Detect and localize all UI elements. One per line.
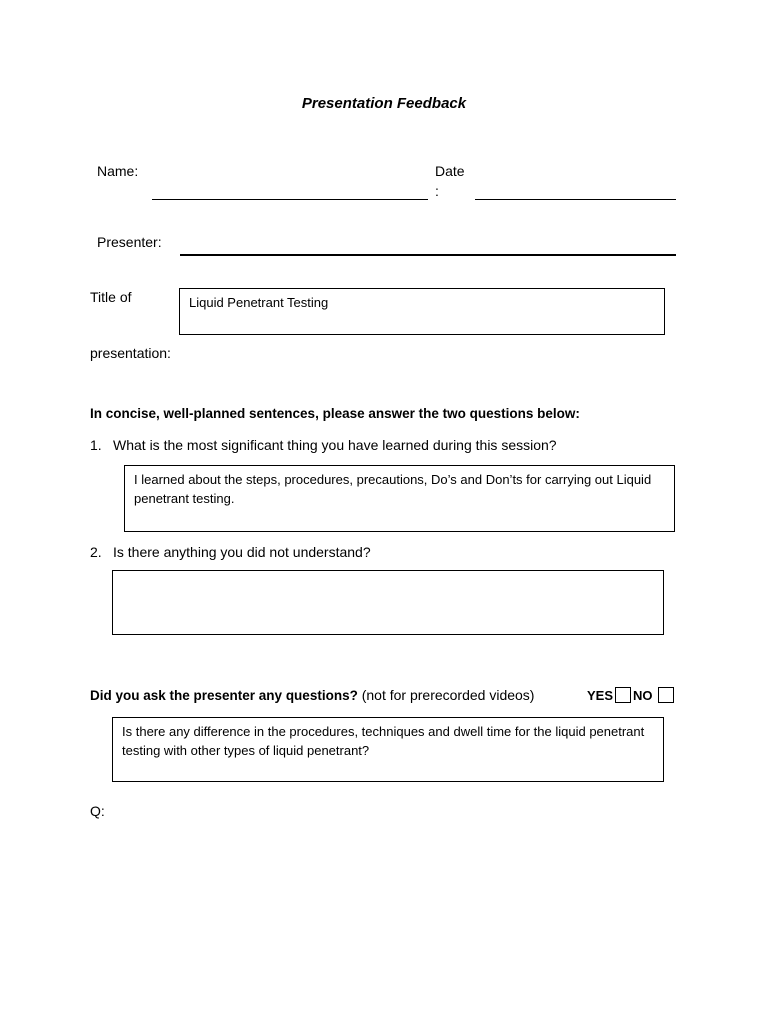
date-field[interactable] (475, 199, 676, 200)
presentation-title-field[interactable] (179, 288, 665, 335)
ask-question-note: (not for prerecorded videos) (361, 687, 535, 703)
presentation-title-value: Liquid Penetrant Testing (189, 295, 329, 310)
presentation-label: presentation: (90, 345, 171, 361)
form-title: Presentation Feedback (301, 95, 467, 112)
question-asked-field[interactable] (112, 717, 664, 782)
yes-checkbox[interactable] (615, 687, 631, 703)
q2-text: Is there anything you did not understand? (113, 544, 371, 560)
q-label: Q: (90, 803, 105, 819)
q2-number: 2. (90, 544, 102, 560)
q1-number: 1. (90, 437, 102, 453)
q1-text: What is the most significant thing you have learned during this session? (113, 437, 557, 453)
no-label: NO (633, 688, 653, 703)
name-field[interactable] (152, 199, 428, 200)
q1-answer-value: I learned about the steps, procedures, precautions, Do’s and Don’ts for carrying out Liquid penetrant testing. (134, 472, 652, 506)
q1-answer-field[interactable] (124, 465, 675, 532)
question-asked-value: Is there any difference in the procedures, techniques and dwell time for the liquid penetrant testing with other types of liquid penetrant? (122, 724, 645, 758)
yes-label: YES (587, 688, 614, 703)
ask-question-bold: Did you ask the presenter any questions? (90, 688, 358, 703)
no-checkbox[interactable] (658, 687, 674, 703)
ask-question-prompt (90, 687, 534, 703)
date-label: Date (435, 163, 465, 179)
date-label-colon: : (435, 183, 439, 199)
instructions-text: In concise, well-planned sentences, please answer the two questions below: (90, 406, 580, 421)
q2-answer-field[interactable] (112, 570, 664, 635)
presenter-field[interactable] (180, 254, 676, 256)
name-label: Name: (97, 163, 139, 179)
presenter-label: Presenter: (97, 234, 162, 250)
title-of-label: Title of (90, 289, 132, 305)
